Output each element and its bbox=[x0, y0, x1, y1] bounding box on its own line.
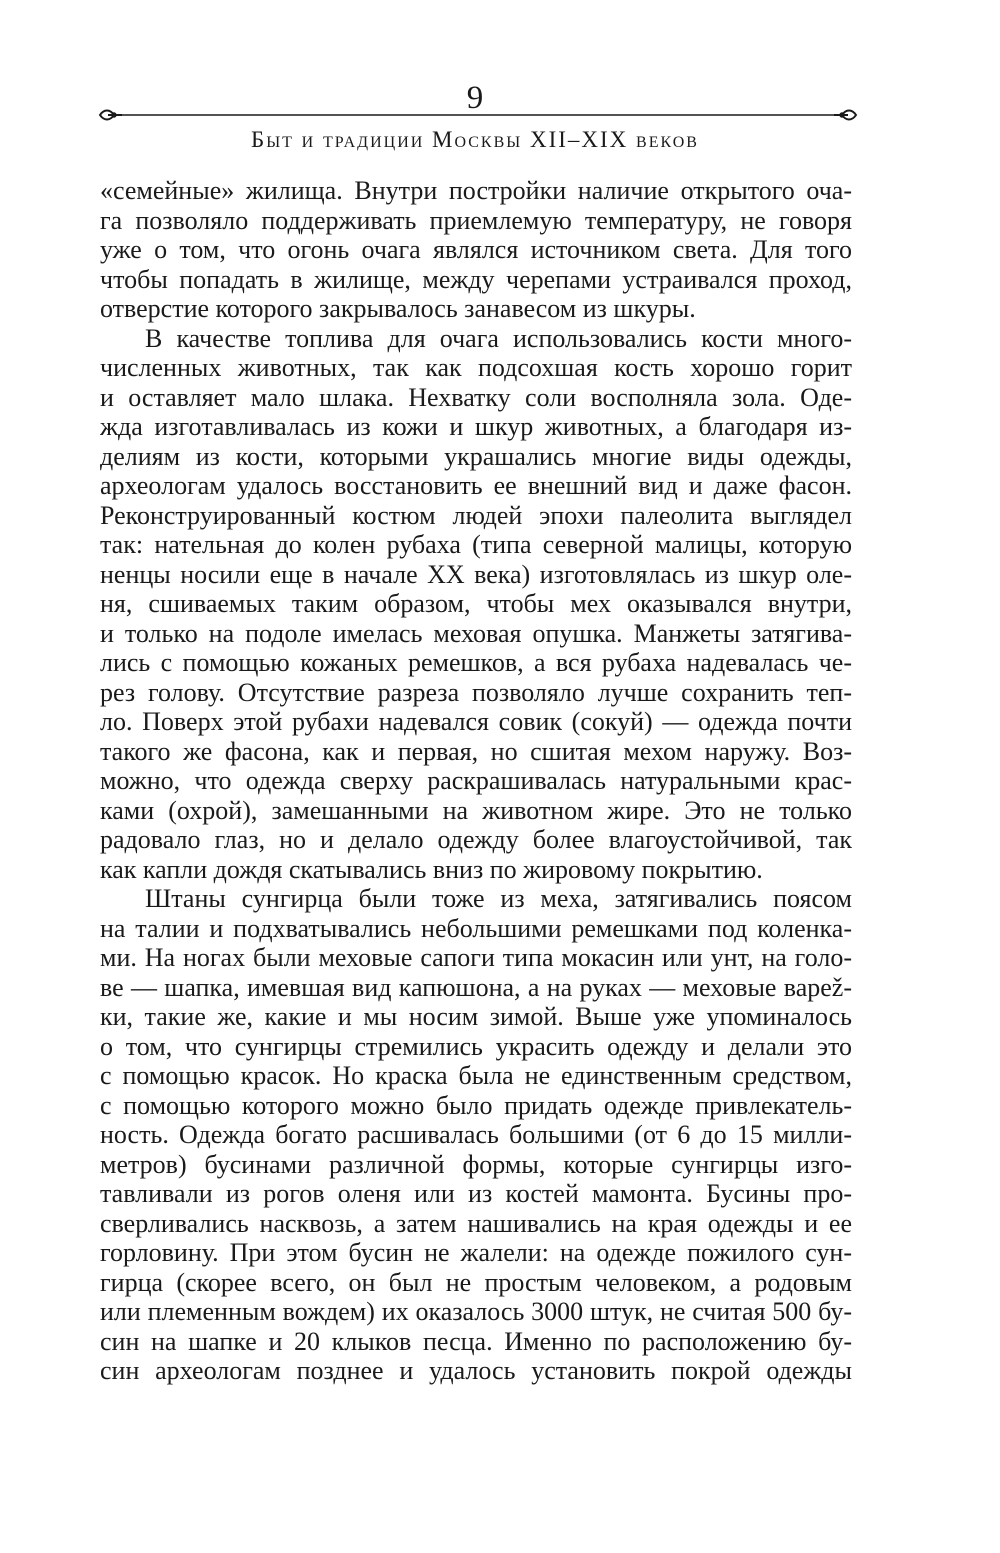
text-line: ве — шапка, имевшая вид капюшона, а на руках — меховые варež- bbox=[100, 972, 852, 1002]
text-line: делиям из кости, которыми украшались многие виды одежды, bbox=[100, 441, 852, 471]
text-line: син на шапке и 20 клыков песца. Именно по расположению бу- bbox=[100, 1326, 852, 1356]
text-line: численных животных, так как подсохшая кость хорошо горит bbox=[100, 353, 852, 382]
text-line: как капли дождя скатывались вниз по жировому покрытию. bbox=[100, 854, 763, 884]
text-line: сверливались насквозь, а затем нашивались на края одежды и ее bbox=[100, 1208, 852, 1238]
text-line: и оставляет мало шлака. Нехватку соли восполняла зола. Оде- bbox=[100, 382, 852, 412]
text-line: рез голову. Отсутствие разреза позволяло лучше сохранить теп- bbox=[100, 677, 852, 707]
text-line: метров) бусинами различной формы, которые сунгирцы изго- bbox=[100, 1149, 852, 1179]
text-line: с помощью которого можно было придать одежде привлекатель- bbox=[100, 1090, 852, 1120]
text-line: и только на подоле имелась меховая опушка. Манжеты затягива- bbox=[100, 618, 852, 648]
fleuron-right-icon bbox=[834, 111, 856, 120]
text-line: чтобы попадать в жилище, между черепами устраивался проход, bbox=[100, 264, 852, 294]
text-line: гирца (скорее всего, он был не простым человеком, а родовым bbox=[100, 1267, 852, 1297]
text-line: тавливали из рогов оленя или из костей мамонта. Бусины про- bbox=[100, 1179, 852, 1208]
text-line: га позволяло поддерживать приемлемую температуру, не говоря bbox=[100, 205, 852, 235]
text-line: или племенным вождем) их оказалось 3000 штук, не считая 500 бу- bbox=[100, 1297, 852, 1326]
text-line: ками (охрой), замешанными на животном жире. Это не только bbox=[100, 795, 852, 825]
running-title: Быт и традиции Москвы XII–XIX веков bbox=[251, 127, 699, 152]
text-line: горловину. При этом бусин не жалели: на одежде пожилого сун- bbox=[100, 1238, 852, 1267]
fleuron-left-icon bbox=[100, 111, 122, 120]
body-text bbox=[100, 176, 852, 1386]
text-line: ки, такие же, какие и мы носим зимой. Выше уже упоминалось bbox=[100, 1002, 852, 1031]
text-line: такого же фасона, как и первая, но сшитая мехом наружу. Воз- bbox=[100, 736, 852, 766]
text-line: лись с помощью кожаных ремешков, а вся рубаха надевалась че- bbox=[100, 648, 852, 677]
text-line: отверстие которого закрывалось занавесом из шкуры. bbox=[100, 294, 696, 323]
text-line: ность. Одежда богато расшивалась большими (от 6 до 15 милли- bbox=[100, 1120, 852, 1149]
paragraph-start-line: Штаны сунгирца были тоже из меха, затягивались поясом bbox=[145, 884, 852, 913]
text-line: на талии и подхватывались небольшими ремешками под коленка- bbox=[100, 913, 852, 943]
text-line: можно, что одежда сверху раскрашивалась натуральными крас- bbox=[100, 766, 852, 795]
text-line: жда изготавливалась из кожи и шкур животных, а благодаря из- bbox=[100, 412, 852, 441]
text-line: ло. Поверх этой рубахи надевался совик (сокуй) — одежда почти bbox=[100, 707, 852, 736]
text-line: с помощью красок. Но краска была не единственным средством, bbox=[100, 1061, 852, 1090]
text-line: ми. На ногах были меховые сапоги типа мокасин или унт, на голо- bbox=[100, 943, 852, 972]
text-line: радовало глаз, но и делало одежду более влагоустойчивой, так bbox=[100, 825, 852, 854]
page-number: 9 bbox=[466, 80, 484, 116]
text-line: ненцы носили еще в начале XX века) изготовлялась из шкур оле- bbox=[100, 559, 852, 589]
text-line: уже о том, что огонь очага являлся источником света. Для того bbox=[100, 235, 852, 264]
text-line: так: нательная до колен рубаха (типа северной малицы, которую bbox=[100, 530, 852, 559]
text-line: археологам удалось восстановить ее внешний вид и даже фасон. bbox=[100, 471, 852, 500]
text-line: син археологам позднее и удалось установить покрой одежды bbox=[100, 1356, 852, 1385]
text-line: ня, сшиваемых таким образом, чтобы мех оказывался внутри, bbox=[100, 589, 852, 618]
paragraph-start-line: В качестве топлива для очага использовались кости много- bbox=[145, 323, 852, 353]
text-line: о том, что сунгирцы стремились украсить одежду и делали это bbox=[100, 1031, 852, 1061]
text-line: Реконструированный костюм людей эпохи палеолита выглядел bbox=[100, 500, 852, 530]
text-line: «семейные» жилища. Внутри постройки наличие открытого оча- bbox=[100, 176, 852, 205]
